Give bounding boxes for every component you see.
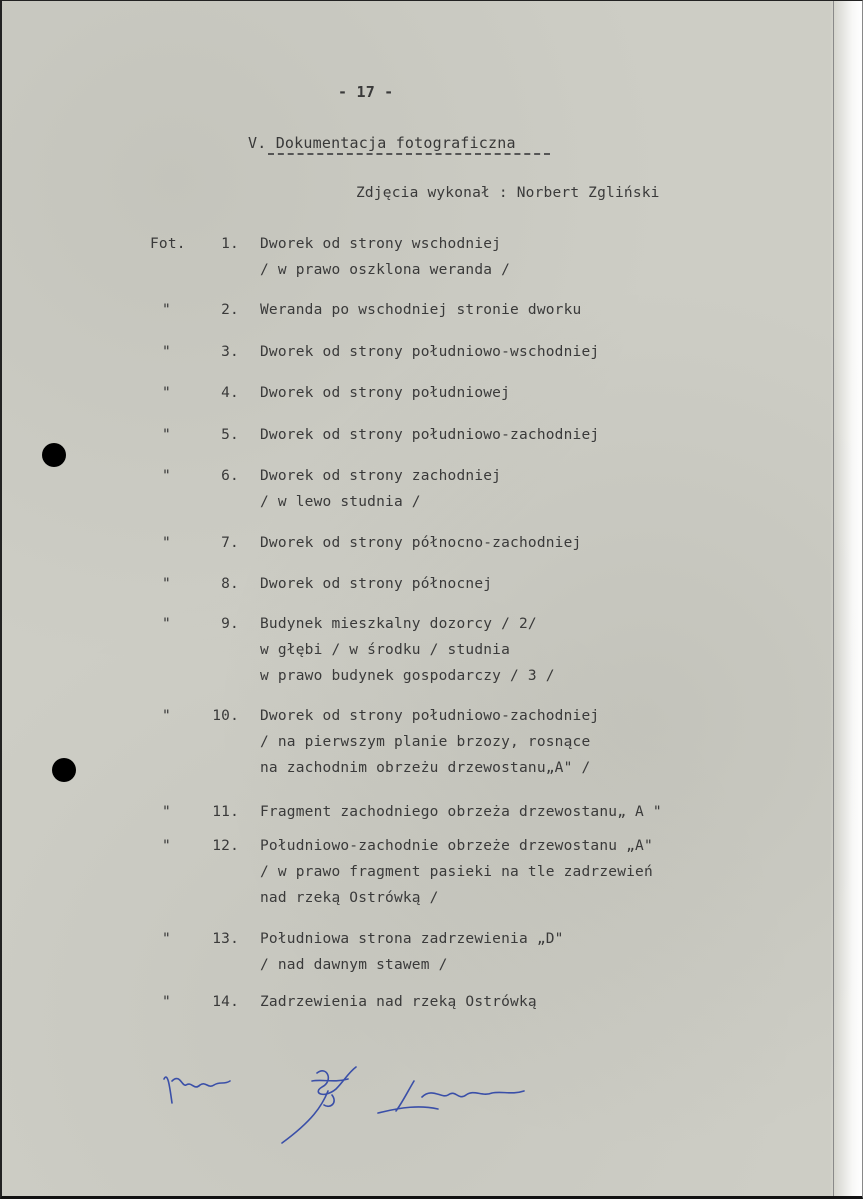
entry-line: w prawo budynek gospodarczy / 3 / <box>260 668 555 684</box>
entry-line: Dworek od strony południowo-zachodniej <box>260 708 600 724</box>
signature-1 <box>164 1077 230 1103</box>
entry-ditto-mark: " <box>162 427 171 443</box>
entry-line: / w prawo oszklona weranda / <box>260 262 511 278</box>
signature-2 <box>282 1067 356 1143</box>
entry-line: Dworek od strony południowo-zachodniej <box>260 427 600 443</box>
entry-ditto-mark: " <box>162 994 171 1010</box>
entry-ditto-mark: " <box>162 468 171 484</box>
punch-hole <box>52 758 76 782</box>
entry-ditto-mark: " <box>162 302 171 318</box>
entry-ditto-mark: " <box>162 931 171 947</box>
entry-line: Dworek od strony południowo-wschodniej <box>260 344 600 360</box>
entry-number: 9. <box>221 616 239 632</box>
entry-ditto-mark: " <box>162 344 171 360</box>
entry-ditto-mark: " <box>162 576 171 592</box>
entry-number: 14. <box>212 994 239 1010</box>
photo-author-line: Zdjęcia wykonał : Norbert Zgliński <box>356 185 660 201</box>
entry-ditto-mark: " <box>162 838 171 854</box>
page-number: - 17 - <box>338 83 394 101</box>
entry-line: Zadrzewienia nad rzeką Ostrówką <box>260 994 537 1010</box>
paper-edge-highlight <box>830 1 862 1196</box>
section-title: V. Dokumentacja fotograficzna <box>248 134 516 152</box>
entry-line: Południowo-zachodnie obrzeże drzewostanu „A" <box>260 838 653 854</box>
entry-number: 11. <box>212 804 239 820</box>
entry-number: 12. <box>212 838 239 854</box>
entry-number: 7. <box>221 535 239 551</box>
entry-line: / w lewo studnia / <box>260 494 421 510</box>
entry-line: Południowa strona zadrzewienia „D" <box>260 931 564 947</box>
entry-number: 5. <box>221 427 239 443</box>
signature-3 <box>378 1081 524 1113</box>
entry-ditto-mark: " <box>162 708 171 724</box>
entry-number: 8. <box>221 576 239 592</box>
entry-ditto-mark: " <box>162 804 171 820</box>
entry-line: Dworek od strony południowej <box>260 385 511 401</box>
entry-number: 1. <box>221 236 239 252</box>
punch-hole <box>42 443 66 467</box>
entry-line: / w prawo fragment pasieki na tle zadrzewień <box>260 864 653 880</box>
entry-line: Dworek od strony północnej <box>260 576 493 592</box>
entry-number: 2. <box>221 302 239 318</box>
signatures <box>152 1051 572 1151</box>
entry-line: Budynek mieszkalny dozorcy / 2/ <box>260 616 537 632</box>
entry-line: / nad dawnym stawem / <box>260 957 448 973</box>
entry-number: 6. <box>221 468 239 484</box>
entry-line: / na pierwszym planie brzozy, rosnące <box>260 734 591 750</box>
entry-line: Fragment zachodniego obrzeża drzewostanu„ A " <box>260 804 662 820</box>
entry-ditto-mark: " <box>162 616 171 632</box>
entry-line: Dworek od strony północno-zachodniej <box>260 535 582 551</box>
entry-line: na zachodnim obrzeżu drzewostanu„A" / <box>260 760 591 776</box>
entry-line: nad rzeką Ostrówką / <box>260 890 439 906</box>
entry-line: Weranda po wschodniej stronie dworku <box>260 302 582 318</box>
entry-number: 4. <box>221 385 239 401</box>
title-underline <box>268 153 550 155</box>
entry-prefix: Fot. <box>150 236 186 252</box>
entry-line: Dworek od strony wschodniej <box>260 236 502 252</box>
entry-line: Dworek od strony zachodniej <box>260 468 502 484</box>
entry-ditto-mark: " <box>162 535 171 551</box>
entry-number: 3. <box>221 344 239 360</box>
entry-ditto-mark: " <box>162 385 171 401</box>
entry-number: 10. <box>212 708 239 724</box>
entry-number: 13. <box>212 931 239 947</box>
entry-line: w głębi / w środku / studnia <box>260 642 511 658</box>
